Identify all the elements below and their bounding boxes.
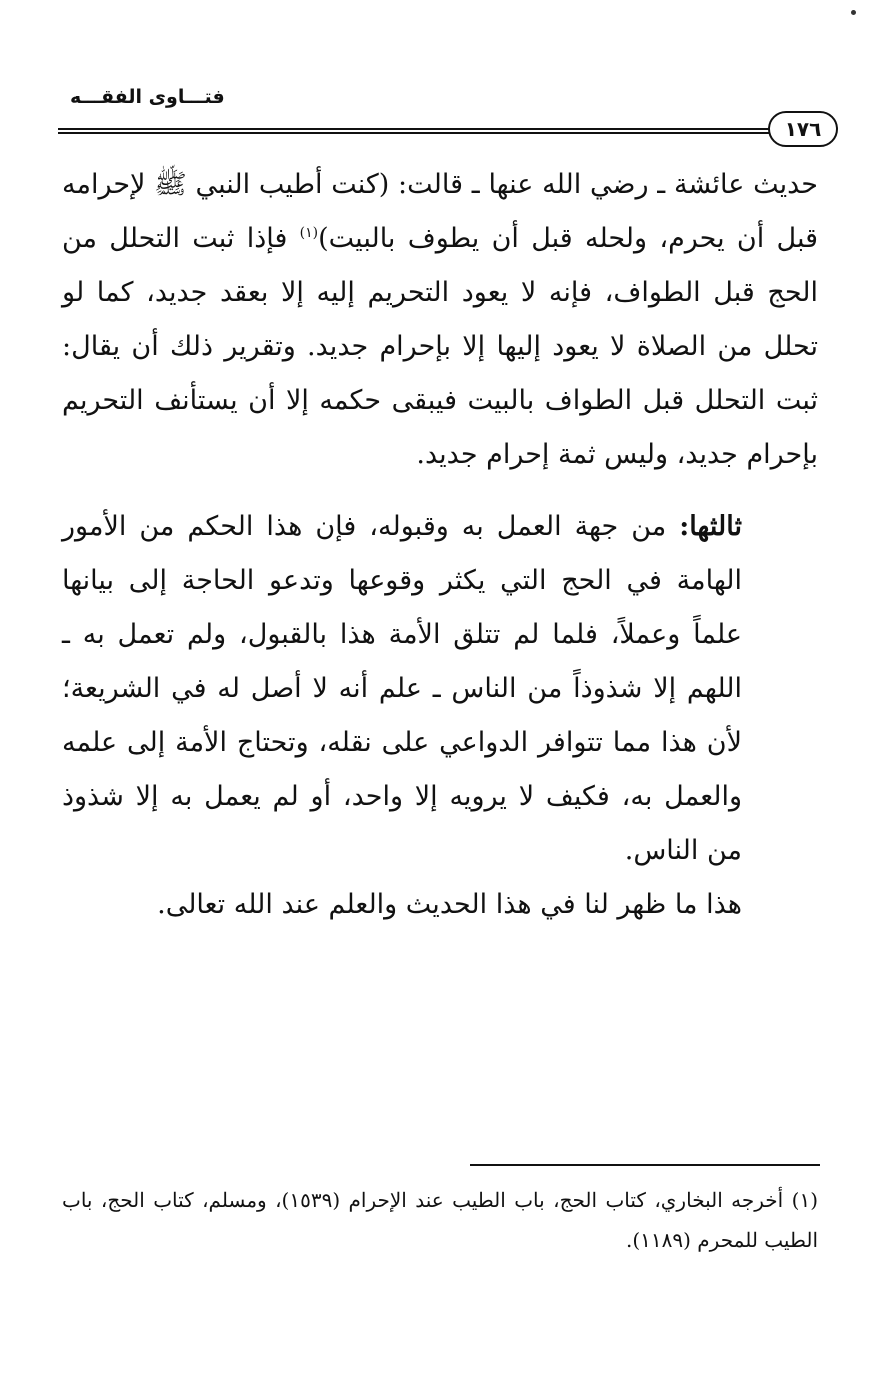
paragraph-1-text-a: حديث عائشة ـ رضي الله عنها ـ قالت: (كنت أطيب النبي ﷺ لإحرامه قبل أن يحرم، ولحله قبل أن يطوف بالبيت)	[62, 169, 819, 254]
footnote-reference: (١)	[299, 225, 319, 241]
paragraph-1-text-b: فإذا ثبت التحلل من الحج قبل الطواف، فإنه لا يعود التحريم إليه إلا بعقد جديد، كما لو تحلل من الصلاة لا يعود إليها إلا بإحرام جديد. وتقرير ذلك أن يقال: ثبت التحلل قبل الطواف بالبيت فيبقى حكمه إلا أن يستأنف التحريم بإحرام جديد، وليس ثمة إحرام جديد.	[62, 223, 818, 470]
paragraph-1	[62, 158, 818, 482]
paragraph-2-text: من جهة العمل به وقبوله، فإن هذا الحكم من الأمور الهامة في الحج التي يكثر وقوعها وتدعو الحاجة إلى بيانها علماً وعملاً، فلما لم تتلق الأمة هذا بالقبول، ولم تعمل به ـ اللهم إلا شذوذاً من الناس ـ علم أنه لا أصل له في الشريعة؛ لأن هذا مما تتوافر الدواعي على نقله، وتحتاج الأمة إلى علمه والعمل به، فكيف لا يرويه إلا واحد، أو لم يعمل به إلا شذوذ من الناس.	[62, 511, 742, 866]
closing-line: هذا ما ظهر لنا في هذا الحديث والعلم عند الله تعالى.	[157, 889, 742, 920]
scan-speck	[851, 10, 856, 15]
footnote-text: (١) أخرجه البخاري، كتاب الحج، باب الطيب عند الإحرام (١٥٣٩)، ومسلم، كتاب الحج، باب الطيب للمحرم (١١٨٩).	[62, 1188, 818, 1252]
running-header-title: فتـــاوى الفقـــه	[70, 86, 225, 108]
page-number: ١٧٦	[768, 111, 838, 147]
main-text	[62, 158, 818, 932]
footnote	[62, 1180, 818, 1260]
footnote-rule	[470, 1164, 820, 1166]
paragraph-2	[62, 500, 818, 878]
paragraph-2-lead: ثالثها:	[679, 511, 742, 542]
header-rule	[58, 128, 770, 134]
